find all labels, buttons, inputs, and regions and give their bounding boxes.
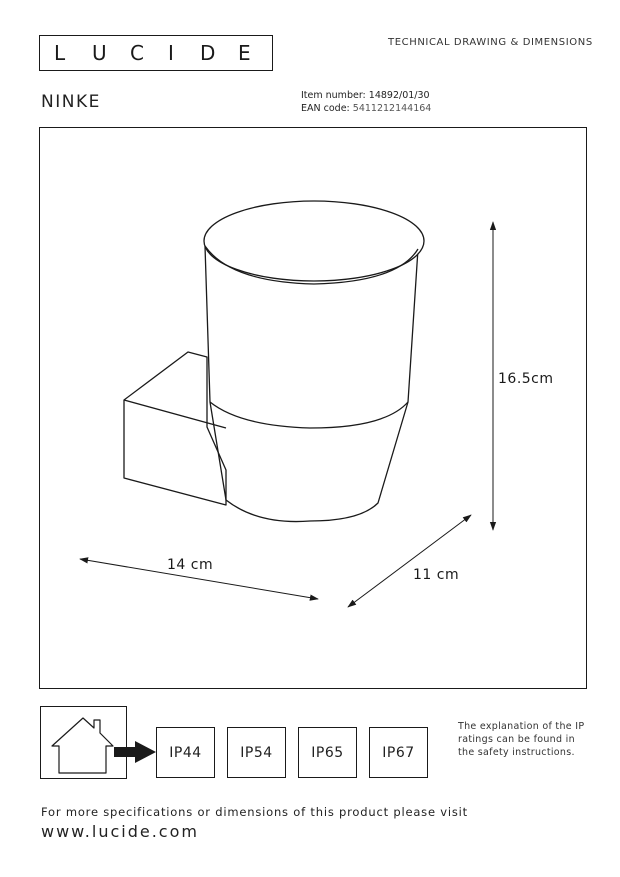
logo-letter: I bbox=[168, 41, 174, 65]
item-number-value: 14892/01/30 bbox=[368, 90, 430, 101]
lamp-band bbox=[210, 402, 408, 428]
ean-value: 5411212144164 bbox=[352, 103, 432, 114]
lamp-drawing bbox=[124, 201, 424, 522]
ip-rating-box: IP44 bbox=[156, 727, 215, 778]
height-dimension-label: 16.5cm bbox=[498, 371, 554, 387]
width-dimension-label: 14 cm bbox=[167, 557, 214, 573]
logo-letter: E bbox=[238, 41, 251, 65]
ip-rating-box: IP67 bbox=[369, 727, 428, 778]
indoor-outdoor-box bbox=[40, 706, 127, 779]
logo-letter: L bbox=[54, 41, 66, 65]
footer-text: For more specifications or dimensions of this product please visit bbox=[41, 805, 468, 819]
lamp-body bbox=[205, 246, 418, 522]
ip-rating-box: IP65 bbox=[298, 727, 357, 778]
ip-explanation-note: The explanation of the IP ratings can be found in the safety instructions. bbox=[458, 721, 585, 758]
document-type: TECHNICAL DRAWING & DIMENSIONS bbox=[388, 37, 593, 48]
logo-letter: C bbox=[130, 41, 144, 65]
depth-dimension-label: 11 cm bbox=[413, 567, 460, 583]
website-link[interactable]: www.lucide.com bbox=[41, 822, 199, 841]
item-number-label: Item number: bbox=[301, 90, 366, 101]
ip-rating-box: IP54 bbox=[227, 727, 286, 778]
logo-letter: D bbox=[200, 41, 216, 65]
product-name: NINKE bbox=[41, 92, 101, 112]
wall-bracket bbox=[124, 352, 226, 505]
logo-letter: U bbox=[92, 41, 107, 65]
depth-dimension-arrow bbox=[348, 515, 471, 607]
ean-label: EAN code: bbox=[301, 103, 350, 114]
lamp-top-cap bbox=[204, 201, 424, 281]
